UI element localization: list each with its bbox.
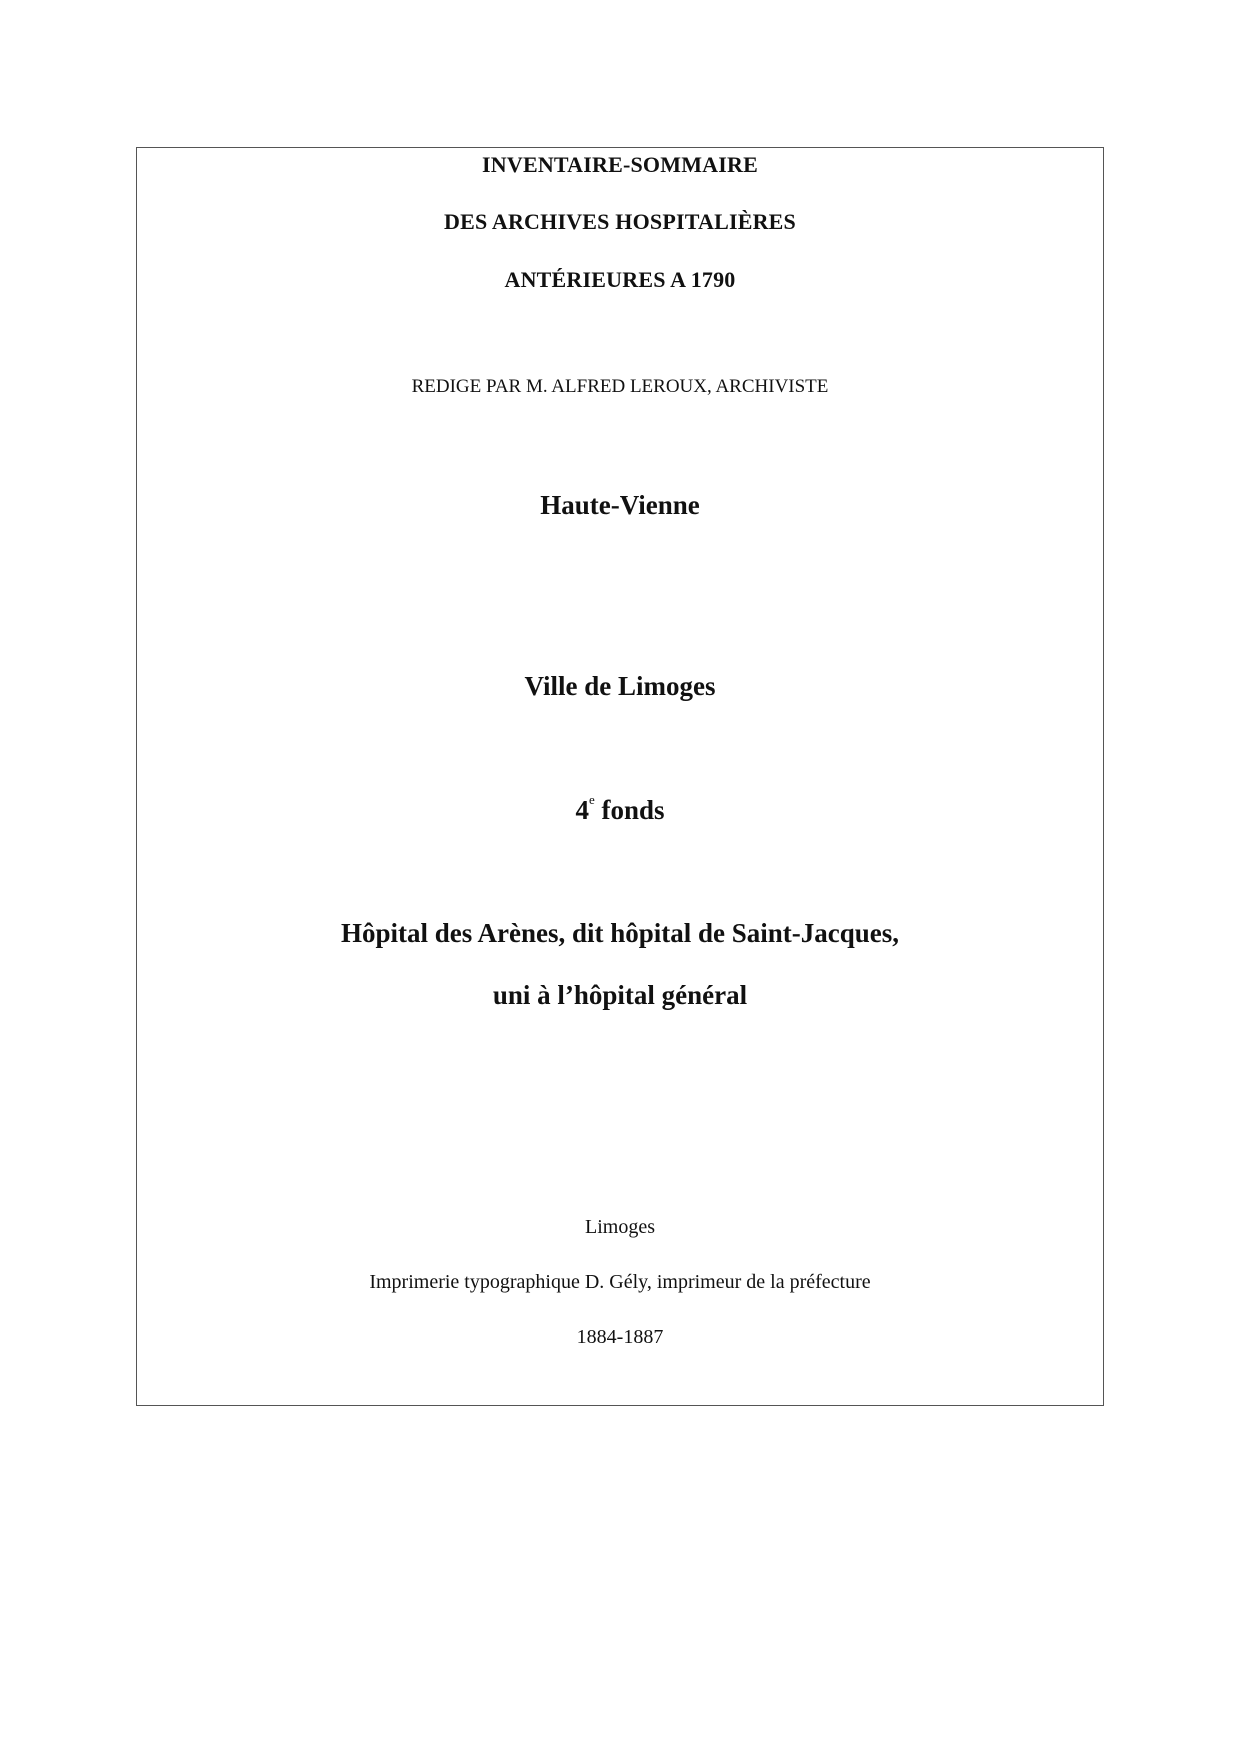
fonds-label: fonds [594,795,665,825]
hospital-line-1: Hôpital des Arènes, dit hôpital de Saint-Jacques, [340,918,900,948]
hospital-line-2: uni à l’hôpital général [492,980,748,1010]
imprint-place: Limoges [585,1216,655,1238]
title-line-2: DES ARCHIVES HOSPITALIÈRES [443,209,796,234]
fonds-heading [136,792,1104,825]
fonds-number: 4 [575,795,589,825]
fonds-superscript: e [588,792,595,807]
city-heading: Ville de Limoges [524,671,716,701]
department-heading: Haute-Vienne [540,490,700,520]
imprint-dates: 1884-1887 [576,1326,664,1348]
author-line: REDIGE PAR M. ALFRED LEROUX, ARCHIVISTE [411,376,829,397]
imprint-printer: Imprimerie typographique D. Gély, imprimeur de la préfecture [369,1271,871,1293]
title-line-1: INVENTAIRE-SOMMAIRE [482,152,758,177]
title-line-3: ANTÉRIEURES A 1790 [504,267,736,292]
